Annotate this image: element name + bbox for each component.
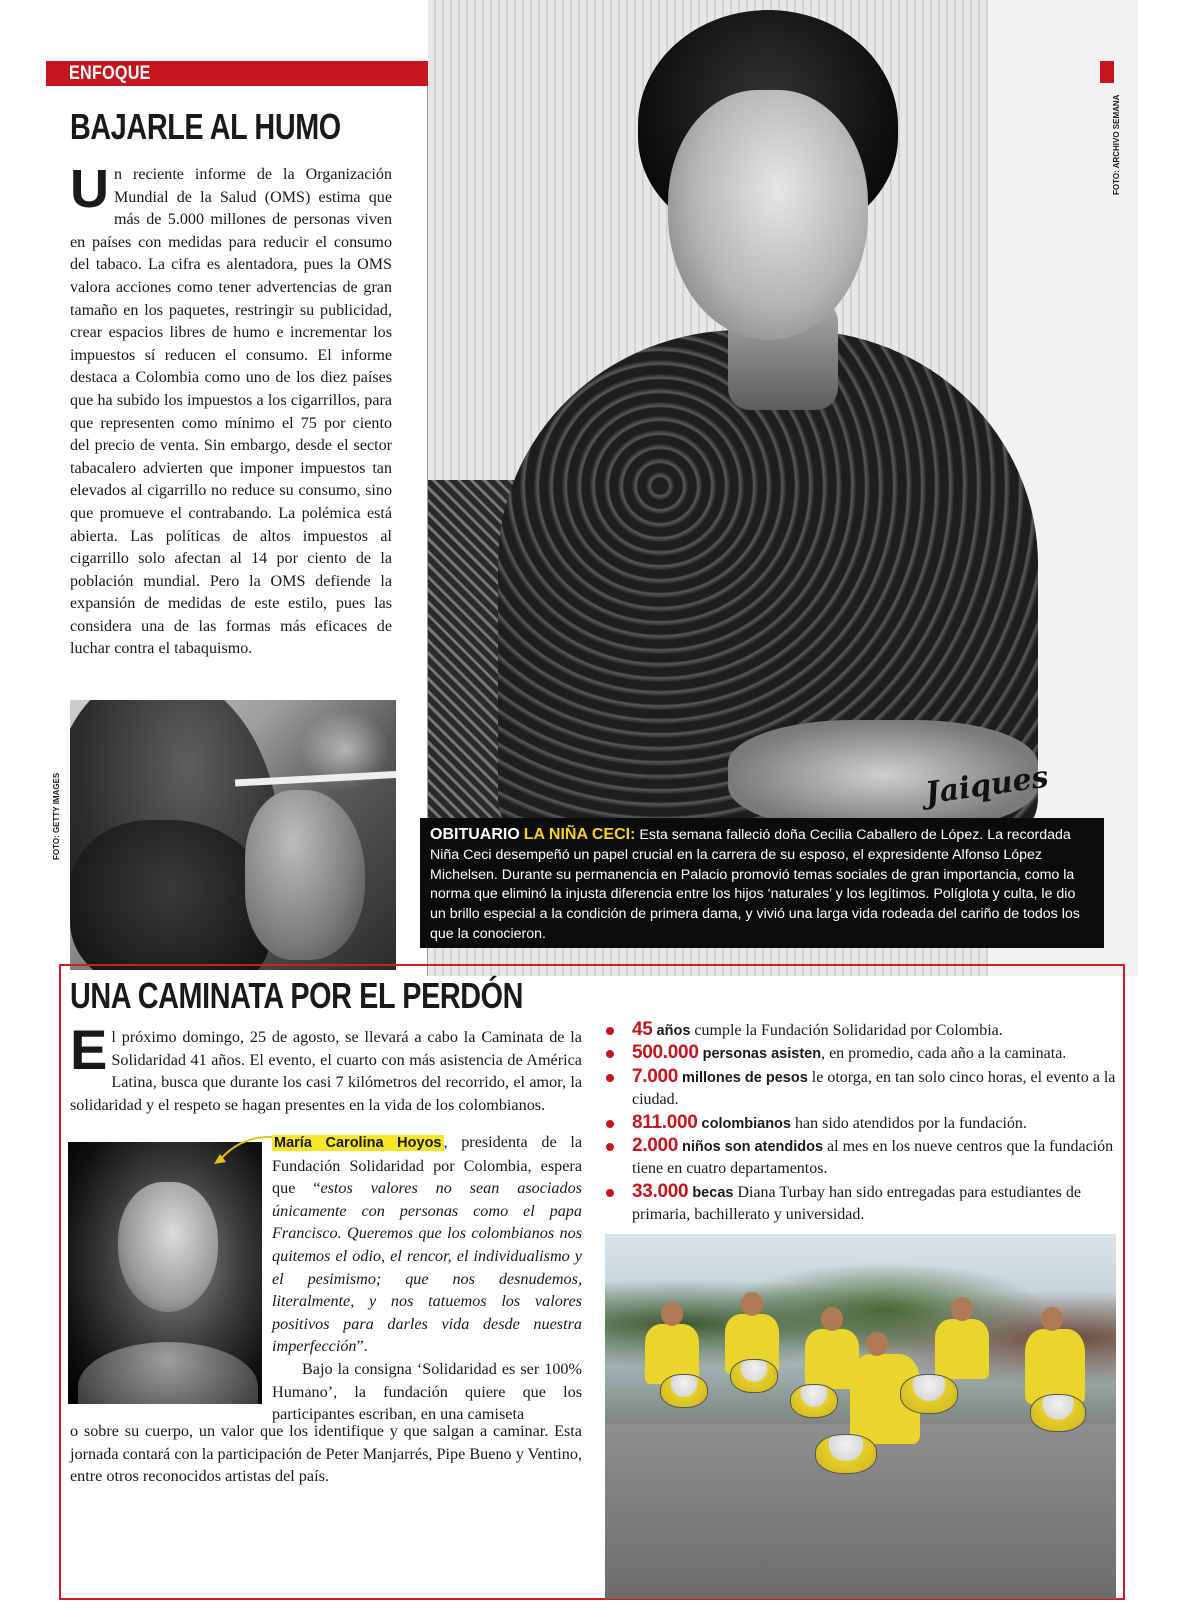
fact-item: 2.000 niños son atendidos al mes en los nueve centros que la fundación tiene en cuatro departamentos. bbox=[606, 1135, 1116, 1181]
fact-item: 7.000 millones de pesos le otorga, en tan solo cinco horas, el evento a la ciudad. bbox=[606, 1066, 1116, 1112]
article-body-bajarle-al-humo bbox=[70, 159, 392, 661]
hoyos-quote: estos valores no sean asociados únicamente con personas como el papa Francisco. Queremos que los colombianos nos quitemos el odio, el rencor, el individualismo y el pesimismo; que nos desnudemos, literalmente, y nos tatuemos los valores positivos para darles vida desde nuestra imperfección bbox=[272, 1179, 582, 1356]
consigna-paragraph-end: o sobre su cuerpo, un valor que los identifique y que salgan a caminar. Esta jornada contará con la participación de Peter Manjarrés, Pipe Bueno y Ventino, entre otros reconocidos artistas del país. bbox=[70, 1422, 582, 1486]
smoking-man-photo bbox=[70, 700, 396, 970]
fact-item: 811.000 colombianos han sido atendidos por la fundación. bbox=[606, 1112, 1116, 1135]
bullet-icon bbox=[606, 1120, 614, 1128]
caminata-intro-paragraph bbox=[70, 1018, 582, 1116]
intro-text: l próximo domingo, 25 de agosto, se llevará a cabo la Caminata de la Solidaridad 41 años. El evento, el cuarto con más asistencia de América Latina, busca que durante los casi 7 kilómetros del recorrido, el amor, la solidaridad y el respeto se hagan presentes en la vida de los colombianos. bbox=[70, 1028, 582, 1114]
article-title-caminata: UNA CAMINATA POR EL PERDÓN bbox=[70, 975, 524, 1016]
fact-item: 500.000 personas asisten, en promedio, cada año a la caminata. bbox=[606, 1042, 1116, 1065]
obituary-text: Esta semana falleció doña Cecilia Caballero de López. La recordada Niña Ceci desempeñó un papel crucial en la carrera de su esposo, el expresidente Alfonso López Michelsen. Durante su permanencia en Palacio promovió temas sociales de gran importancia, como la norma que eliminó la injusta diferencia entre los hijos ‘naturales’ y los legítimos. Políglota y culta, le dio un brillo especial a la condición de primera dama, y vivió una larga vida rodeada del cariño de todos los que la conocieron. bbox=[430, 827, 1080, 942]
bullet-icon bbox=[606, 1050, 614, 1058]
drummers-parade-photo bbox=[605, 1234, 1116, 1599]
photographer-signature: Jaiques bbox=[923, 759, 1051, 812]
consigna-paragraph-start: Bajo la consigna ‘Solidaridad es ser 100% Humano’, la fundación quiere que los participantes escriban, en una camiseta bbox=[272, 1359, 582, 1424]
obituary-label: OBITUARIO bbox=[430, 826, 520, 843]
article-text: n reciente informe de la Organización Mundial de la Salud (OMS) estima que más de 5.000 millones de personas viven en países con medidas para reducir el consumo del tabaco. La cifra es alentadora, pues la OMS valora acciones como tener advertencias de gran tamaño en los paquetes, restringir su publicidad, crear espacios libres de humo e incrementar los impuestos sí reducen el consumo. El informe destaca a Colombia como uno de los diez países que ha subido los impuestos a los cigarrillos, para que representen como mínimo el 75 por ciento del precio de venta. Sin embargo, desde el sector tabacalero advierten que imponer impuestos tan elevados al cigarrillo no reduce su consumo, sino que promueve el contrabando. La polémica está abierta. Las políticas de altos impuestos al cigarrillo solo afectan al 14 por ciento de la población mundial. Pero la OMS defiende la expansión de medidas de este estilo, pues las considera una de las formas más eficaces de luchar contra el tabaquismo. bbox=[70, 166, 392, 658]
drop-cap: E bbox=[70, 1018, 108, 1081]
section-tag-enfoque: ENFOQUE bbox=[46, 61, 428, 86]
fact-item: 33.000 becas Diana Turbay han sido entregadas para estudiantes de primaria, bachillerato y universidad. bbox=[606, 1181, 1116, 1227]
photo-credit-archivo-semana: FOTO: ARCHIVO SEMANA bbox=[1112, 94, 1121, 195]
page-edge-red-tab bbox=[1100, 61, 1114, 83]
person-role: , presidenta de la Fundación Solidaridad por Colombia, espera que “ bbox=[272, 1133, 583, 1198]
bullet-icon bbox=[606, 1074, 614, 1082]
obituary-caption-box bbox=[420, 818, 1104, 948]
bullet-icon bbox=[606, 1027, 614, 1035]
hoyos-quote-column bbox=[272, 1131, 582, 1426]
fact-item: 45 años cumple la Fundación Solidaridad por Colombia. bbox=[606, 1019, 1116, 1042]
article-title-bajarle-al-humo: BAJARLE AL HUMO bbox=[70, 106, 341, 147]
photo-credit-getty: FOTO: GETTY IMAGES bbox=[52, 772, 61, 860]
maria-carolina-hoyos-photo bbox=[68, 1142, 262, 1404]
facts-list bbox=[606, 1019, 1116, 1227]
obituary-name: LA NIÑA CECI: bbox=[523, 826, 636, 843]
quote-end: ”. bbox=[356, 1337, 368, 1356]
drop-cap: U bbox=[70, 159, 109, 219]
person-name-highlight: María Carolina Hoyos bbox=[274, 1135, 442, 1151]
hoyos-paragraph bbox=[272, 1131, 582, 1358]
bullet-icon bbox=[606, 1143, 614, 1151]
bullet-icon bbox=[606, 1189, 614, 1197]
